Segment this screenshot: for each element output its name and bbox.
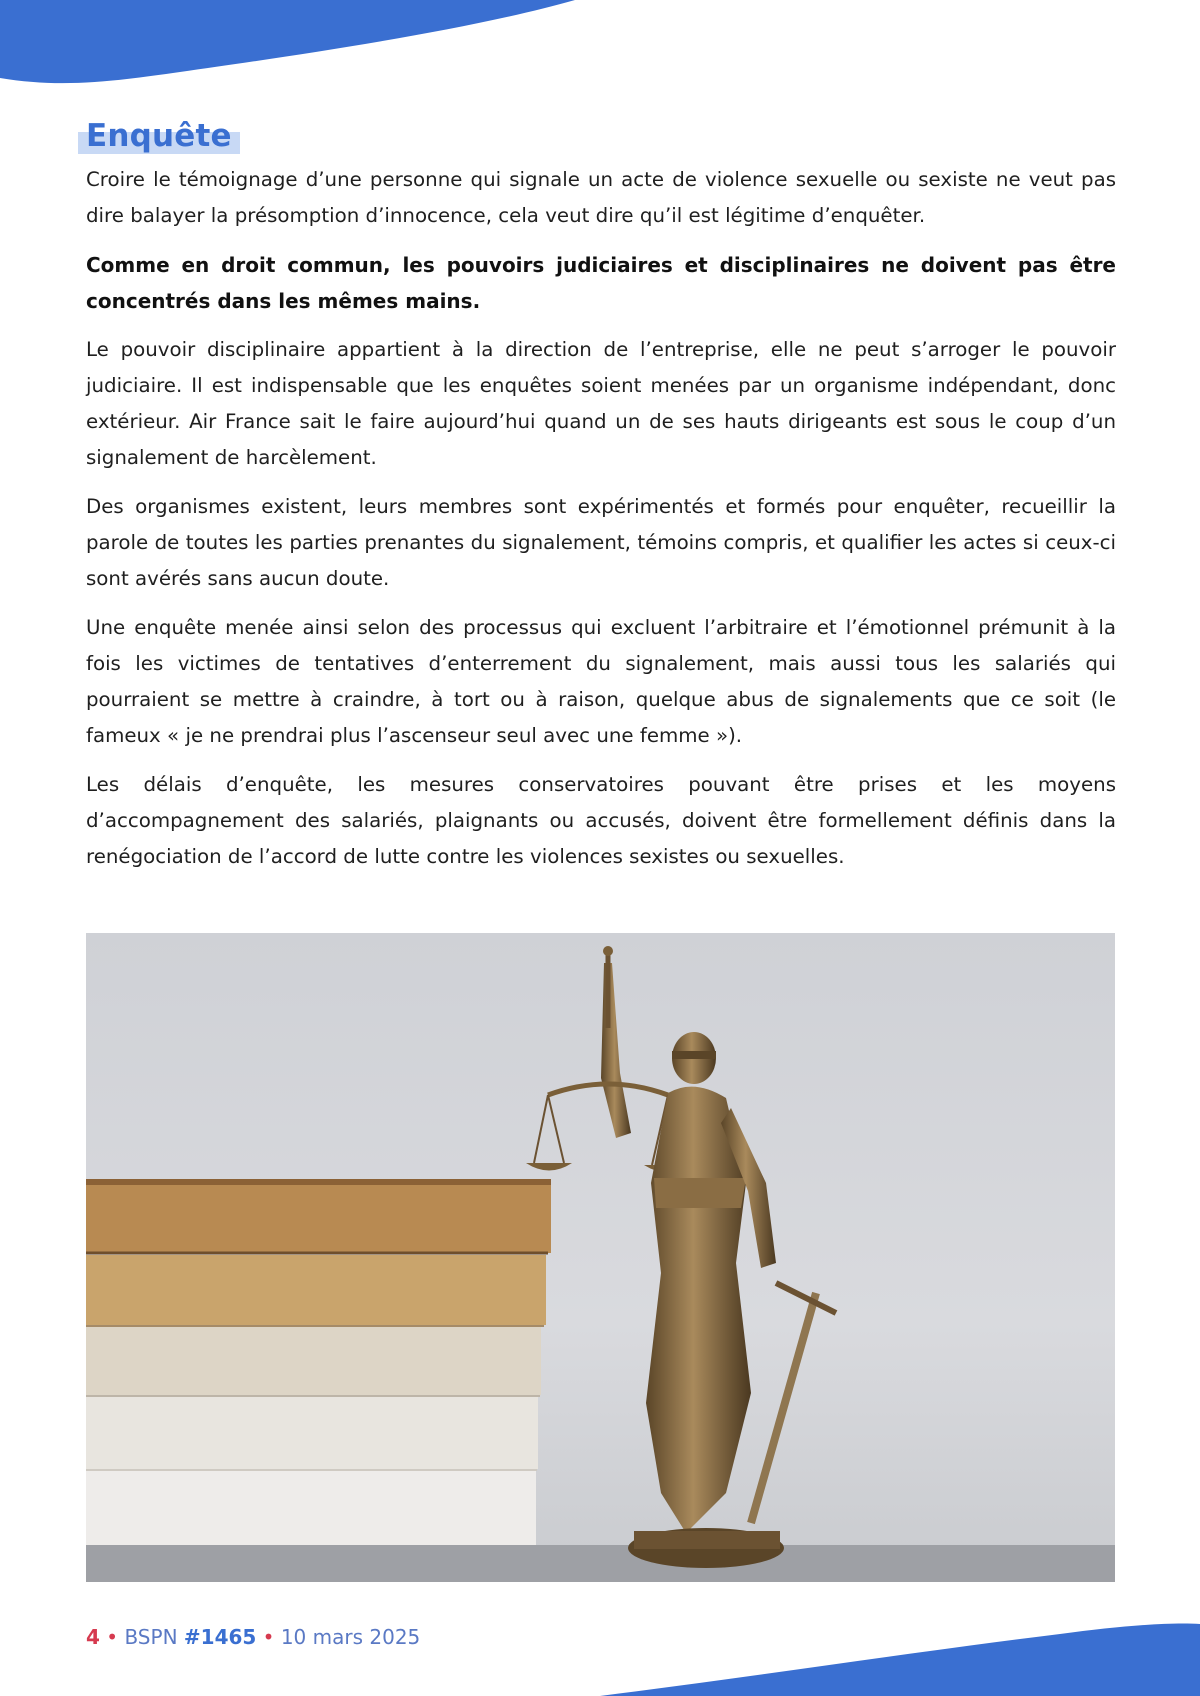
paragraph-intro: Croire le témoignage d’une personne qui signale un acte de violence sexuelle ou sexiste ne veut pas dire balayer la présomption d’innocence, cela veut dire qu’il est légitime d’enquêter.	[86, 168, 1116, 227]
justice-statue-photo	[86, 933, 1115, 1582]
footer-separator: •	[106, 1625, 119, 1649]
lady-justice-statue	[526, 946, 836, 1568]
paragraph-organisms: Des organismes existent, leurs membres sont expérimentés et formés pour enquêter, recueillir la parole de toutes les parties prenantes du signalement, témoins compris, et qualifier les actes si ceux-ci sont avérés sans aucun doute.	[86, 495, 1116, 590]
publication-name: BSPN	[124, 1625, 178, 1649]
paragraph-process: Une enquête menée ainsi selon des processus qui excluent l’arbitraire et l’émotionnel prémunit à la fois les victimes de tentatives d’enterrement du signalement, mais aussi tous les salariés qui pourraient se mettre à craindre, à tort ou à raison, quelque abus de signalements que ce soit (le fameux « je ne prendrai plus l’ascenseur seul avec une femme »).	[86, 616, 1116, 747]
paragraph-emphasis: Comme en droit commun, les pouvoirs judiciaires et disciplinaires ne doivent pas être concentrés dans les mêmes mains.	[86, 253, 1116, 313]
paragraph-delays: Les délais d’enquête, les mesures conservatoires pouvant être prises et les moyens d’accompagnement des salariés, plaignants ou accusés, doivent être formellement définis dans la renégociation de l’accord de lutte contre les violences sexistes ou sexuelles.	[86, 773, 1116, 868]
title-block	[86, 118, 232, 154]
paragraph-disciplinary-power: Le pouvoir disciplinaire appartient à la direction de l’entreprise, elle ne peut s’arroger le pouvoir judiciaire. Il est indispensable que les enquêtes soient menées par un organisme indépendant, donc extérieur. Air France sait le faire aujourd’hui quand un de ses hauts dirigeants est sous le coup d’un signalement de harcèlement.	[86, 338, 1116, 469]
publication-date: 10 mars 2025	[280, 1625, 421, 1649]
top-wave-decoration	[0, 0, 600, 90]
books-stack	[86, 1179, 551, 1545]
bottom-wave-decoration	[0, 1606, 1200, 1696]
page-number: 4	[86, 1625, 100, 1649]
page-title: Enquête	[86, 118, 232, 154]
issue-number: #1465	[183, 1625, 257, 1649]
article	[86, 118, 1116, 888]
footer-separator-2: •	[262, 1625, 275, 1649]
